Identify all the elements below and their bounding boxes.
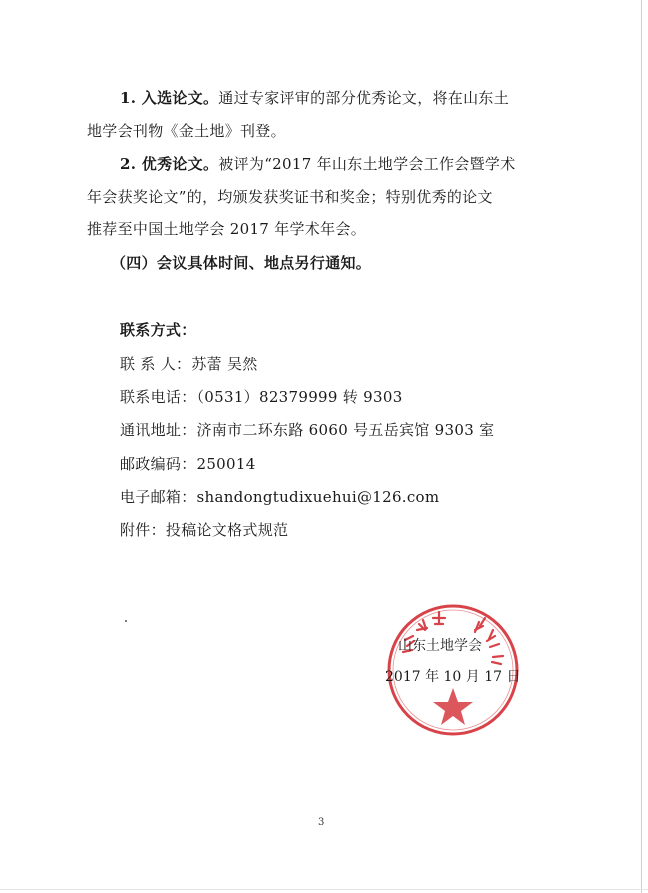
item1-heading: 1. 入选论文。: [120, 89, 219, 107]
item2-text: 被评为“2017 年山东土地学会工作会暨学术: [218, 155, 516, 173]
contact-person: 联 系 人：苏蕾 吴然: [120, 355, 258, 373]
scan-speck: [125, 620, 127, 622]
item2-line2: 年会获奖论文”的，均颁发获奖证书和奖金；特别优秀的论文: [87, 188, 493, 206]
contact-email: 电子邮箱：shandongtudixuehui@126.com: [120, 488, 440, 506]
scan-edge-line: [0, 889, 648, 890]
contact-phone: 联系电话：（0531）82379999 转 9303: [120, 388, 403, 406]
signature-date: 2017 年 10 月 17 日: [385, 669, 521, 685]
item2-line3: 推荐至中国土地学会 2017 年学术年会。: [87, 220, 367, 238]
section4-heading: （四）会议具体时间、地点另行通知。: [111, 254, 372, 272]
contact-address: 通讯地址：济南市二环东路 6060 号五岳宾馆 9303 室: [120, 421, 495, 439]
contact-heading: 联系方式：: [120, 321, 197, 339]
item1-line2: 地学会刊物《金土地》刊登。: [87, 122, 286, 140]
contact-postcode: 邮政编码：250014: [120, 455, 256, 473]
item2-line1: [120, 154, 516, 174]
signature-org: 山东土地学会: [398, 638, 482, 654]
item2-heading: 2. 优秀论文。: [120, 155, 219, 173]
page-number: 3: [318, 817, 325, 828]
item1-line1: [120, 88, 509, 108]
item1-text: 通过专家评审的部分优秀论文，将在山东土: [218, 89, 509, 107]
attachment-line: 附件：投稿论文格式规范: [120, 521, 289, 539]
